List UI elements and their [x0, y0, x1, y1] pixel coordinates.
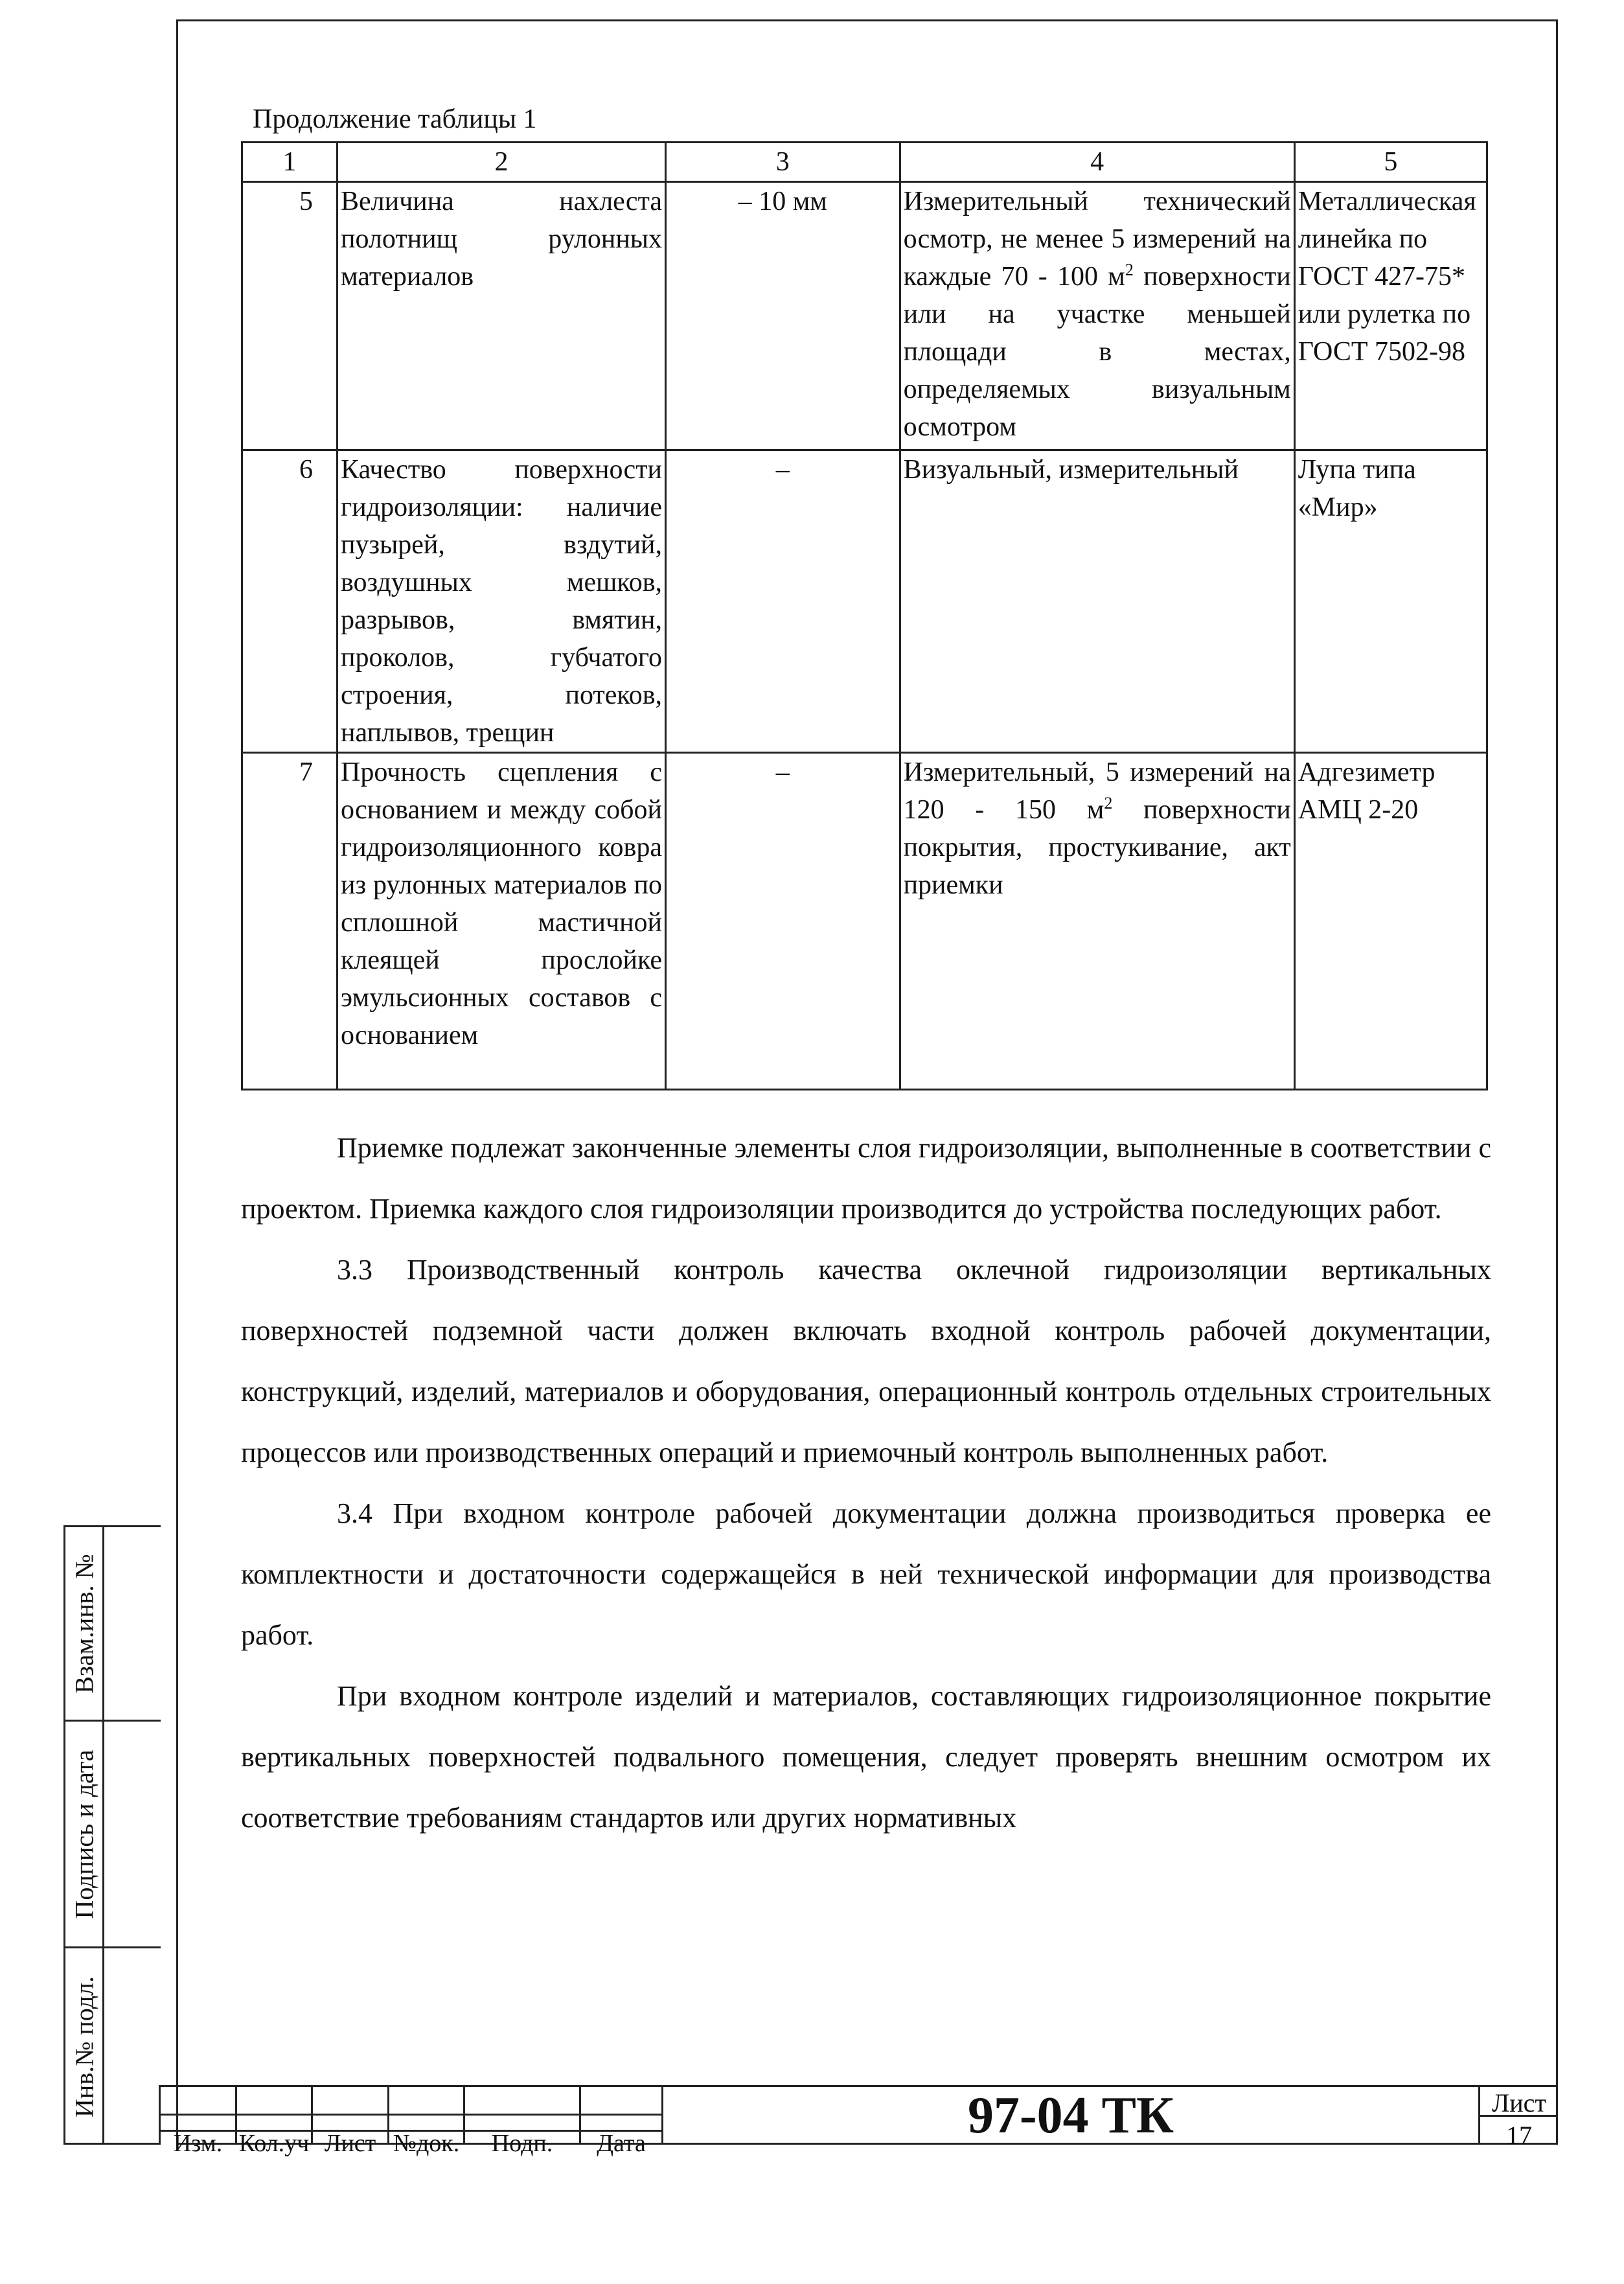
header-cell-3: 3: [666, 143, 900, 182]
row-value: – 10 мм: [666, 182, 900, 450]
row-value: –: [666, 753, 900, 1090]
method-superscript: 2: [1125, 260, 1134, 279]
stamp-col-ndok: №док.: [393, 2130, 460, 2157]
inspection-table: [241, 141, 1488, 1090]
stamp-col-list: Лист: [324, 2130, 376, 2157]
side-label-inv: Инв.№ подл.: [69, 1976, 98, 2117]
stamp-col-izm: Изм.: [173, 2130, 223, 2157]
row-number: 5: [242, 182, 337, 450]
stamp-col-data: Дата: [597, 2130, 646, 2157]
side-strip: [63, 1525, 161, 2145]
side-row-vzam: [65, 1527, 161, 1722]
row-tool: Адгезиметр АМЦ 2-20: [1294, 753, 1487, 1090]
paragraph: 3.4 При входном контроле рабочей документации должна производиться проверка ее комплектности и достаточности содержащейся в ней технической информации для производства работ.: [241, 1497, 1491, 1651]
row-method: [900, 753, 1294, 1090]
method-text-post: поверхности покрытия, простукивание, акт приемки: [903, 795, 1291, 900]
row-tool: Лупа типа «Мир»: [1294, 450, 1487, 753]
table-caption: Продолжение таблицы 1: [253, 104, 537, 134]
method-text-pre: Измерительный технический осмотр, не менее 5 измерений на каждые 70 - 100 м: [903, 187, 1291, 292]
side-row-inv: [65, 1948, 161, 2145]
table-row: [242, 450, 1487, 753]
table-row: [242, 753, 1487, 1090]
side-label-vzam: Взам.инв. №: [69, 1553, 98, 1694]
method-text-pre: Измерительный, 5 измерений на 120 - 150 м: [903, 757, 1291, 825]
paragraph: При входном контроле изделий и материалов, составляющих гидроизоляционное покрытие вертикальных поверхностей подвального помещения, следует проверять внешним осмотром их соответствие требованиям стандартов или других нормативных: [241, 1680, 1491, 1834]
header-cell-2: 2: [337, 143, 666, 182]
method-superscript: 2: [1104, 794, 1113, 813]
paragraph: Приемке подлежат законченные элементы слоя гидроизоляции, выполненные в соответствии с проектом. Приемка каждого слоя гидроизоляции производится до устройства последующих работ.: [241, 1132, 1491, 1225]
sheet-number: 17: [1506, 2121, 1532, 2150]
stamp-col-koluch: Кол.уч: [238, 2130, 310, 2157]
row-tool: Металлическая линейка по ГОСТ 427-75* или рулетка по ГОСТ 7502-98: [1294, 182, 1487, 450]
header-cell-1: 1: [242, 143, 337, 182]
row-number: 7: [242, 753, 337, 1090]
method-text-post: поверхности или на участке меньшей площади в местах, определяемых визуальным осмотром: [903, 262, 1291, 442]
table-row: [242, 182, 1487, 450]
header-cell-5: 5: [1294, 143, 1487, 182]
row-method: Визуальный, измерительный: [900, 450, 1294, 753]
paragraph: 3.3 Производственный контроль качества оклечной гидроизоляции вертикальных поверхностей подземной части должен включать входной контроль рабочей документации, конструкций, изделий, материалов и оборудования, операционный контроль отдельных строительных процессов или производственных операций и приемочный контроль выполненных работ.: [241, 1254, 1491, 1468]
row-method: [900, 182, 1294, 450]
row-number: 6: [242, 450, 337, 753]
row-value: –: [666, 450, 900, 753]
row-parameter: Величина нахлеста полотнищ рулонных материалов: [337, 182, 666, 450]
row-parameter: Качество поверхности гидроизоляции: наличие пузырей, вздутий, воздушных мешков, разрывов, вмятин, проколов, губчатого строения, потеков, наплывов, трещин: [337, 450, 666, 753]
document-code: 97-04 ТК: [967, 2086, 1174, 2144]
header-cell-4: 4: [900, 143, 1294, 182]
row-parameter: Прочность сцепления с основанием и между собой гидроизоляционного ковра из рулонных материалов по сплошной мастичной клеящей прослойке эмульсионных составов с основанием: [337, 753, 666, 1090]
side-label-podpis: Подпись и дата: [69, 1749, 98, 1919]
table-header-row: [242, 143, 1487, 182]
stamp-col-podp: Подп.: [491, 2130, 553, 2157]
body-text: [241, 1118, 1491, 1849]
sheet-label: Лист: [1492, 2088, 1546, 2117]
stamp-mid-line: [159, 2114, 663, 2116]
side-row-podpis: [65, 1722, 161, 1948]
